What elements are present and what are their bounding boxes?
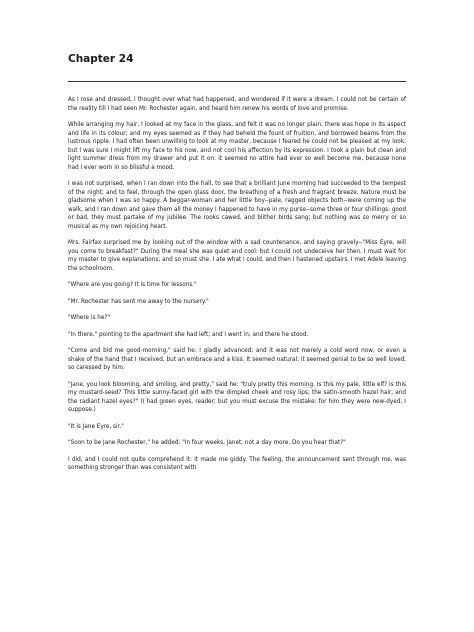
- paragraph: "In there," pointing to the apartment she had left; and I went in, and there he stood.: [68, 331, 309, 338]
- chapter-title: Chapter 24: [68, 53, 134, 65]
- paragraph: "It is Jane Eyre, sir.": [68, 423, 124, 430]
- document-page: [68, 52, 406, 481]
- title-divider: [68, 81, 406, 82]
- paragraph: Mrs. Fairfax surprised me by looking out of the window with a sad countenance, and saying gravely--"Miss Eyre, will you come to breakfast?" During the meal she was quiet and cool: but I could not undeceive her then. I must wait for my master to give explanations; and so must she. I ate what I could, and then I hastened upstairs. I met Adele leaving the schoolroom.: [68, 240, 406, 272]
- paragraph: While arranging my hair, I looked at my face in the glass, and felt it was no longer plain: there was hope in its aspect and life in its colour; and my eyes seemed as if they had beheld the fount of fruition, and borrowed beams from the lustrous ripple. I had often been unwilling to look at my master, because I feared he could not be pleased at my look; but I was sure I might lift my face to his now, and not cool his affection by its expression. I took a plain but clean and light summer dress from my drawer and put it on: it seemed no attire had ever so well become me, because none had I ever worn in so blissful a mood.: [68, 122, 406, 171]
- paragraph: "Come and bid me good-morning," said he. I gladly advanced; and it was not merely a cold word now, or even a shake of the hand that I received, but an embrace and a kiss. It seemed natural: it seemed genial to be so well loved, so caressed by him.: [68, 348, 406, 371]
- paragraph: "Jane, you look blooming, and smiling, and pretty," said he: "truly pretty this morning. Is this my pale, little elf? Is this my mustard-seed? This little sunny-faced girl with the dimpled cheek and rosy lips; the satin-smooth hazel hair, and the radiant hazel eyes?" (I had green eyes, reader; but you must excuse the mistake: for him they were new-dyed, I suppose.): [68, 381, 406, 413]
- paragraph: As I rose and dressed, I thought over what had happened, and wondered if it were a dream. I could not be certain of the reality till I had seen Mr. Rochester again, and heard him renew his words of love and promise.: [68, 97, 406, 112]
- paragraph: "Where is he?": [68, 315, 110, 321]
- paragraph: "Where are you going? It is time for lessons.": [68, 282, 197, 288]
- chapter-body: [68, 96, 406, 473]
- paragraph: I did, and I could not quite comprehend it: it made me giddy. The feeling, the announcement sent through me, was something stronger than was consistent with: [68, 456, 406, 471]
- paragraph: "Soon to be Jane Rochester," he added: "In four weeks, Janet; not a day more. Do you hear that?": [68, 440, 346, 446]
- paragraph: "Mr. Rochester has sent me away to the nursery.": [68, 298, 209, 305]
- paragraph: I was not surprised, when I ran down into the hall, to see that a brilliant June morning had succeeded to the tempest of the night; and to feel, through the open glass door, the breathing of a fresh and fragrant breeze. Nature must be gladsome when I was so happy. A beggar-woman and her little boy--pale, ragged objects both--were coming up the walk, and I ran down and gave them all the money I happened to have in my purse--some three or four shillings: good or bad, they must partake of my jubilee. The rooks cawed, and blither birds sang; but nothing was so merry or so musical as my own rejoicing heart.: [68, 181, 406, 230]
